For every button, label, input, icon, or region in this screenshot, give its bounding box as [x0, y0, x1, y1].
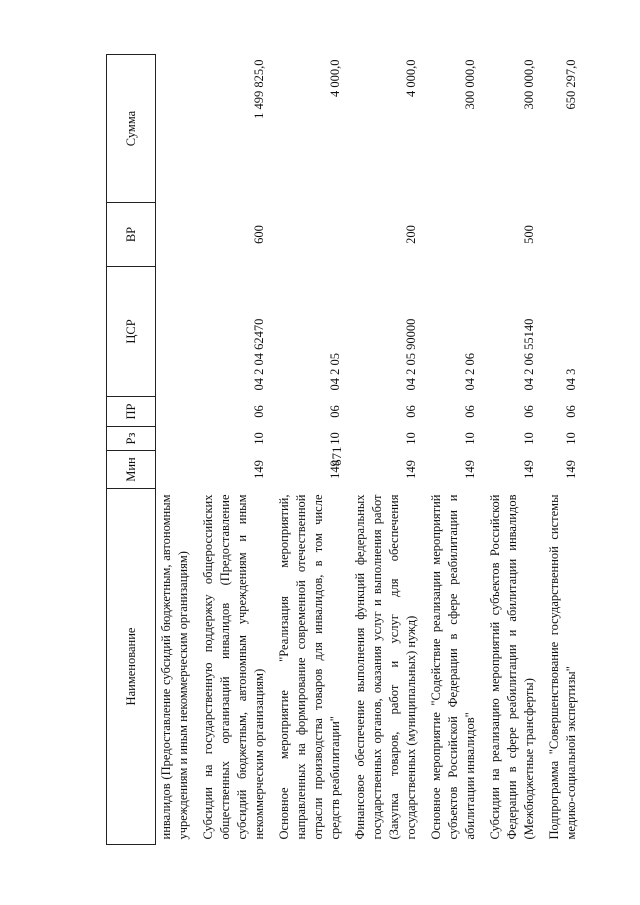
row-min: 149	[463, 460, 477, 479]
row-rz: 10	[564, 432, 578, 445]
row-pr: 06	[328, 405, 342, 418]
table-row	[348, 55, 424, 845]
row-sum: 300 000,0	[463, 59, 477, 110]
table-row	[483, 55, 542, 845]
header-rz: Рз	[107, 427, 156, 451]
row-rz	[156, 427, 197, 451]
row-sum: 1 499 825,0	[252, 59, 266, 119]
row-name: Подпрограмма "Совершенствование государственной системы медико-социальной экспертизы"	[547, 494, 578, 840]
row-name: Финансовое обеспечение выполнения функций федеральных государственных органов, оказания услуг и выполнения работ (Закупка товаров, работ и услуг для обеспечения государственных (муниципальных) нужд)	[353, 494, 418, 840]
header-pr: ПР	[107, 397, 156, 427]
row-sum: 4 000,0	[328, 59, 342, 97]
table-header	[107, 55, 156, 845]
row-pr: 06	[463, 405, 477, 418]
budget-table	[106, 54, 584, 845]
row-name: Субсидии на реализацию мероприятий субъектов Российской Федерации в сфере реабилитации и абилитации инвалидов (Межбюджетные трансферты)	[488, 494, 536, 840]
row-min: 149	[252, 460, 266, 479]
row-pr: 06	[564, 405, 578, 418]
row-vr: 200	[404, 225, 418, 244]
row-csr: 04 2 06 55140	[522, 318, 536, 391]
table-body	[156, 55, 585, 845]
row-min: 149	[522, 460, 536, 479]
table-row	[542, 55, 584, 845]
row-name: Субсидии на государственную поддержку общероссийских общественных организаций инвалидов (Предоставление субсидий бюджетным, автономным учреждениям и иным некоммерческим организациям)	[201, 494, 266, 840]
row-min	[156, 451, 197, 489]
row-rz: 10	[522, 432, 536, 445]
row-name: Основное мероприятие "Реализация мероприятий, направленных на формирование современной отечественной отрасли производства товаров для инвалидов, в том числе средств реабилитации"	[277, 494, 342, 840]
row-rz: 10	[252, 432, 266, 445]
row-rz: 10	[463, 432, 477, 445]
row-vr	[272, 203, 348, 267]
row-pr: 06	[522, 405, 536, 418]
header-vr: ВР	[107, 203, 156, 267]
row-csr	[156, 267, 197, 397]
row-name: Основное мероприятие "Содействие реализации мероприятий субъектов Российской Федерации в сфере реабилитации и абилитации инвалидов"	[429, 494, 477, 840]
row-vr	[542, 203, 584, 267]
row-pr: 06	[404, 405, 418, 418]
row-vr	[424, 203, 483, 267]
row-vr: 600	[252, 225, 266, 244]
header-min: Мин	[107, 451, 156, 489]
row-csr: 04 2 05	[328, 353, 342, 391]
row-vr: 500	[522, 225, 536, 244]
row-name: инвалидов (Предоставление субсидий бюджетным, автономным учреждениям и иным некоммерческим организациям)	[159, 494, 190, 840]
row-pr	[156, 397, 197, 427]
header-csr: ЦСР	[107, 267, 156, 397]
row-sum: 4 000,0	[404, 59, 418, 97]
row-min: 149	[564, 460, 578, 479]
row-rz: 10	[404, 432, 418, 445]
page-number: 671	[329, 446, 344, 466]
table-row	[196, 55, 272, 845]
row-csr: 04 2 04 62470	[252, 318, 266, 391]
table-row	[424, 55, 483, 845]
row-min: 149	[328, 460, 342, 479]
row-rz: 10	[328, 432, 342, 445]
row-csr: 04 3	[564, 368, 578, 391]
table-row	[156, 55, 197, 845]
row-pr: 06	[252, 405, 266, 418]
row-csr: 04 2 06	[463, 353, 477, 391]
header-name: Наименование	[107, 489, 156, 845]
table-row	[272, 55, 348, 845]
row-sum: 300 000,0	[522, 59, 536, 110]
row-sum	[156, 55, 197, 203]
budget-table-container	[106, 55, 621, 845]
header-row	[107, 55, 156, 845]
header-sum: Сумма	[107, 55, 156, 203]
row-vr	[156, 203, 197, 267]
row-csr: 04 2 05 90000	[404, 318, 418, 391]
row-min: 149	[404, 460, 418, 479]
row-sum: 650 297,0	[564, 59, 578, 110]
